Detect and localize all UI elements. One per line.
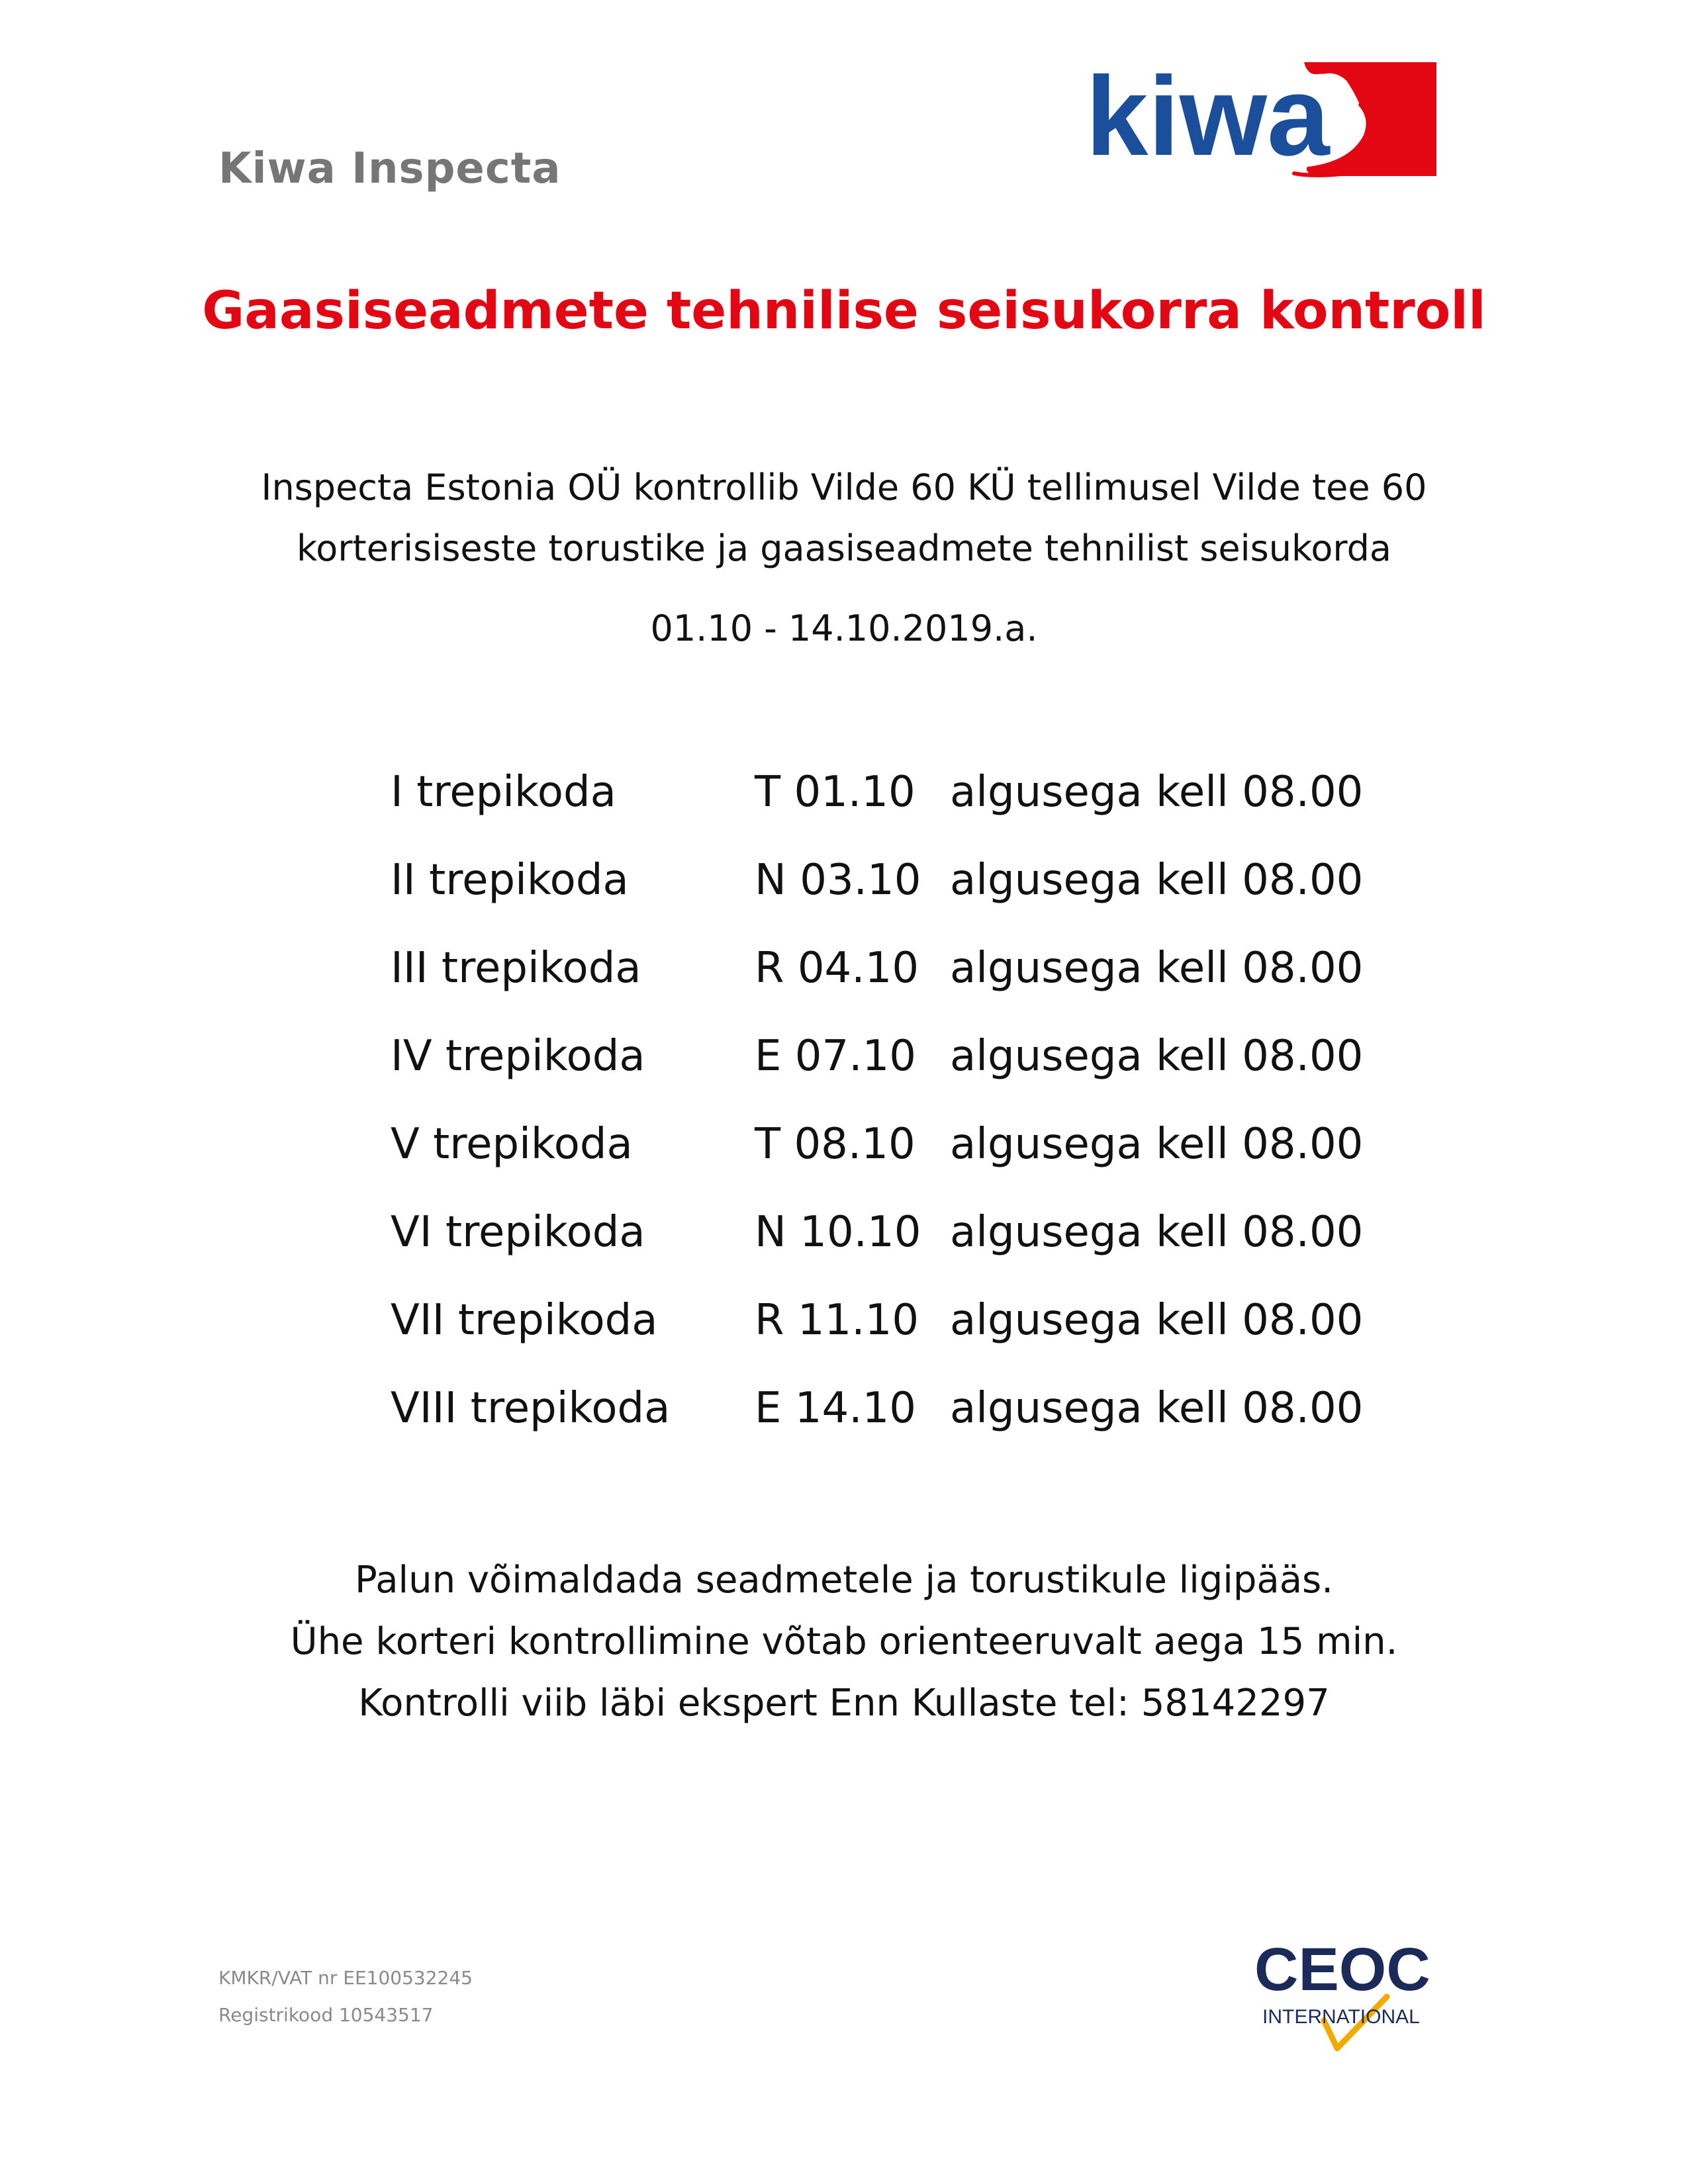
access-request: Palun võimaldada seadmetele ja torustikule ligipääs.	[354, 1559, 1334, 1602]
schedule-time: algusega kell 08.00	[950, 1032, 1364, 1081]
ceoc-logo	[1254, 1936, 1446, 2055]
inspection-period: 01.10 - 14.10.2019.a.	[650, 608, 1038, 649]
intro-line-1: Inspecta Estonia OÜ kontrollib Vilde 60 KÜ tellimusel Vilde tee 60	[261, 467, 1427, 508]
schedule-date: E 07.10	[755, 1032, 916, 1081]
schedule-time: algusega kell 08.00	[950, 856, 1364, 905]
duration-note: Ühe korteri kontrollimine võtab orienteeruvalt aega 15 min.	[290, 1620, 1398, 1663]
stairwell-label: VII trepikoda	[391, 1296, 658, 1345]
ceoc-logo-subtext: INTERNATIONAL	[1262, 2006, 1420, 2028]
schedule-time: algusega kell 08.00	[950, 1296, 1364, 1345]
stairwell-label: V trepikoda	[391, 1120, 633, 1169]
intro-line-2: korterisiseste torustike ja gaasiseadmete tehnilist seisukorda	[296, 527, 1392, 569]
schedule-date: T 08.10	[755, 1120, 915, 1169]
ceoc-logo-text: CEOC	[1254, 1936, 1430, 2003]
schedule-time: algusega kell 08.00	[950, 1120, 1364, 1169]
kiwa-logo-text: kiwa	[1086, 56, 1330, 179]
schedule-date: R 04.10	[755, 944, 919, 993]
schedule-date: N 10.10	[755, 1208, 921, 1257]
stairwell-label: VI trepikoda	[391, 1208, 645, 1257]
stairwell-label: IV trepikoda	[391, 1032, 645, 1081]
vat-number: KMKR/VAT nr EE100532245	[218, 1967, 473, 1989]
company-name: Kiwa Inspecta	[218, 144, 561, 193]
stairwell-label: VIII trepikoda	[391, 1384, 671, 1433]
registry-code: Registrikood 10543517	[218, 2004, 434, 2026]
schedule-time: algusega kell 08.00	[950, 768, 1364, 817]
stairwell-label: III trepikoda	[391, 944, 641, 993]
schedule-date: T 01.10	[755, 768, 915, 817]
kiwa-logo	[1086, 56, 1443, 181]
stairwell-label: II trepikoda	[391, 856, 629, 905]
schedule-date: E 14.10	[755, 1384, 916, 1433]
schedule-date: R 11.10	[755, 1296, 919, 1345]
expert-contact: Kontrolli viib läbi ekspert Enn Kullaste tel: 58142297	[358, 1682, 1330, 1725]
schedule-time: algusega kell 08.00	[950, 1208, 1364, 1257]
schedule-time: algusega kell 08.00	[950, 1384, 1364, 1433]
page-title: Gaasiseadmete tehnilise seisukorra kontroll	[202, 281, 1486, 341]
schedule-date: N 03.10	[755, 856, 921, 905]
schedule-time: algusega kell 08.00	[950, 944, 1364, 993]
stairwell-label: I trepikoda	[391, 768, 616, 817]
